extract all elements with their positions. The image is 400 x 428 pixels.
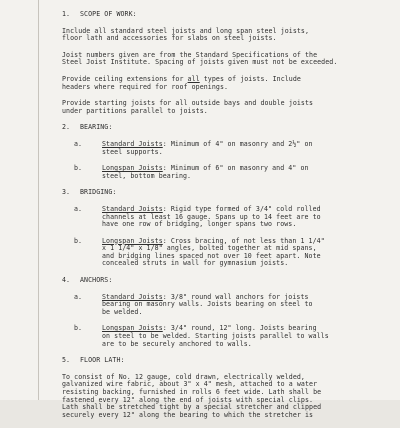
text-fragment: : Minimum of 6" on masonry and 4" on xyxy=(162,164,309,173)
section-title: FLOOR LATH: xyxy=(80,356,125,365)
section-heading-bearing xyxy=(62,124,382,132)
anchors-item-b xyxy=(74,325,382,348)
text-line: and bridging lines spaced not over 10 feet apart. Note xyxy=(102,251,321,260)
scope-paragraph-2 xyxy=(62,52,382,67)
section-number: 3. xyxy=(62,188,71,197)
text-line: galvanized wire fabric, about 3" x 4" mesh, attached to a water xyxy=(62,380,318,389)
text-line: steel, bottom bearing. xyxy=(102,171,192,180)
bridging-item-a xyxy=(74,206,382,229)
text-fragment: : 3/8" round wall anchors for joists xyxy=(162,292,309,301)
item-letter: b. xyxy=(74,324,83,333)
text-fragment: : Cross bracing, of not less than 1 1/4" xyxy=(162,236,325,245)
underlined-term: Longspan Joists xyxy=(102,164,163,173)
item-letter: b. xyxy=(74,164,83,173)
text-line: under partitions parallel to joists. xyxy=(62,106,208,115)
text-line: Include all standard steel joists and long span steel joists, xyxy=(62,26,310,35)
scope-paragraph-1 xyxy=(62,28,382,43)
item-letter: b. xyxy=(74,236,83,245)
section-heading-scope xyxy=(62,11,382,19)
anchors-item-a xyxy=(74,294,382,317)
text-line: resisting backing, furnished in rolls 6 feet wide. Lath shall be xyxy=(62,388,322,396)
section-number: 1. xyxy=(62,10,71,18)
text-line: To consist of No. 12 gauge, cold drawn, electrically welded, xyxy=(62,372,305,381)
section-title: BEARING: xyxy=(80,123,113,132)
underlined-term: Standard Joists xyxy=(102,292,163,301)
section-number: 4. xyxy=(62,276,71,285)
section-title: ANCHORS: xyxy=(80,276,113,285)
scope-paragraph-3 xyxy=(62,76,382,91)
bearing-item-a xyxy=(74,141,382,156)
margin-rule xyxy=(38,0,39,400)
text-line: on steel to be welded. Starting joists parallel to walls xyxy=(102,332,329,341)
text-line: securely every 12" along the bearing to which the stretcher is xyxy=(62,410,314,419)
text-line: be welded. xyxy=(102,307,143,316)
underlined-term: Standard Joists xyxy=(102,139,163,148)
underlined-term: Longspan Joists xyxy=(102,236,163,245)
item-letter: a. xyxy=(74,292,83,301)
section-heading-anchors xyxy=(62,277,382,285)
text-line: floor lath and accessories for slabs on steel joists. xyxy=(62,34,277,43)
underlined-word: all xyxy=(187,74,200,83)
specification-text xyxy=(62,11,382,428)
text-line: Lath shall be stretched tight by a special stretcher and clipped xyxy=(62,403,322,412)
section-heading-floor-lath xyxy=(62,357,382,365)
text-fragment: Provide ceiling extensions for xyxy=(62,74,188,83)
section-heading-bridging xyxy=(62,189,382,197)
text-line: x 1 1/4" x 1/8" angles, bolted together at mid spans, xyxy=(102,244,317,253)
section-title: SCOPE OF WORK: xyxy=(80,10,137,18)
text-line: Provide starting joists for all outside bays and double joists xyxy=(62,99,314,108)
bridging-item-b xyxy=(74,238,382,268)
item-letter: a. xyxy=(74,204,83,213)
text-fragment: : Minimum of 4" on masonry and 2½" on xyxy=(162,139,313,148)
text-line: concealed struts in wall for gymnasium joists. xyxy=(102,259,289,268)
text-line: bearing on masonry walls. Joists bearing on steel to xyxy=(102,300,313,309)
text-line: channels at least 16 gauge. Spans up to 14 feet are to xyxy=(102,212,321,221)
text-line: headers where required for roof openings. xyxy=(62,82,229,91)
floor-lath-paragraph xyxy=(62,374,382,420)
text-line: Steel Joist Institute. Spacing of joists given must not be exceeded. xyxy=(62,58,338,67)
bearing-item-b xyxy=(74,165,382,180)
underlined-term: Standard Joists xyxy=(102,204,163,213)
item-letter: a. xyxy=(74,139,83,148)
section-number: 2. xyxy=(62,123,71,132)
text-line: fastened every 12" along the end of joists with special clips. xyxy=(62,395,314,404)
text-line: are to be securely anchored to walls. xyxy=(102,339,252,348)
text-fragment: : Rigid type formed of 3/4" cold rolled xyxy=(162,204,321,213)
scope-paragraph-4 xyxy=(62,100,382,115)
section-number: 5. xyxy=(62,356,71,365)
underlined-term: Longspan Joists xyxy=(102,324,163,333)
text-line: have one row of bridging, longer spans two rows. xyxy=(102,220,297,229)
text-line: Joist numbers given are from the Standard Specifications of the xyxy=(62,50,318,59)
text-fragment: types of joists. Include xyxy=(199,74,301,83)
text-line: steel supports. xyxy=(102,147,163,156)
text-fragment: : 3/4" round, 12" long. Joists bearing xyxy=(162,324,317,333)
section-title: BRIDGING: xyxy=(80,188,117,197)
